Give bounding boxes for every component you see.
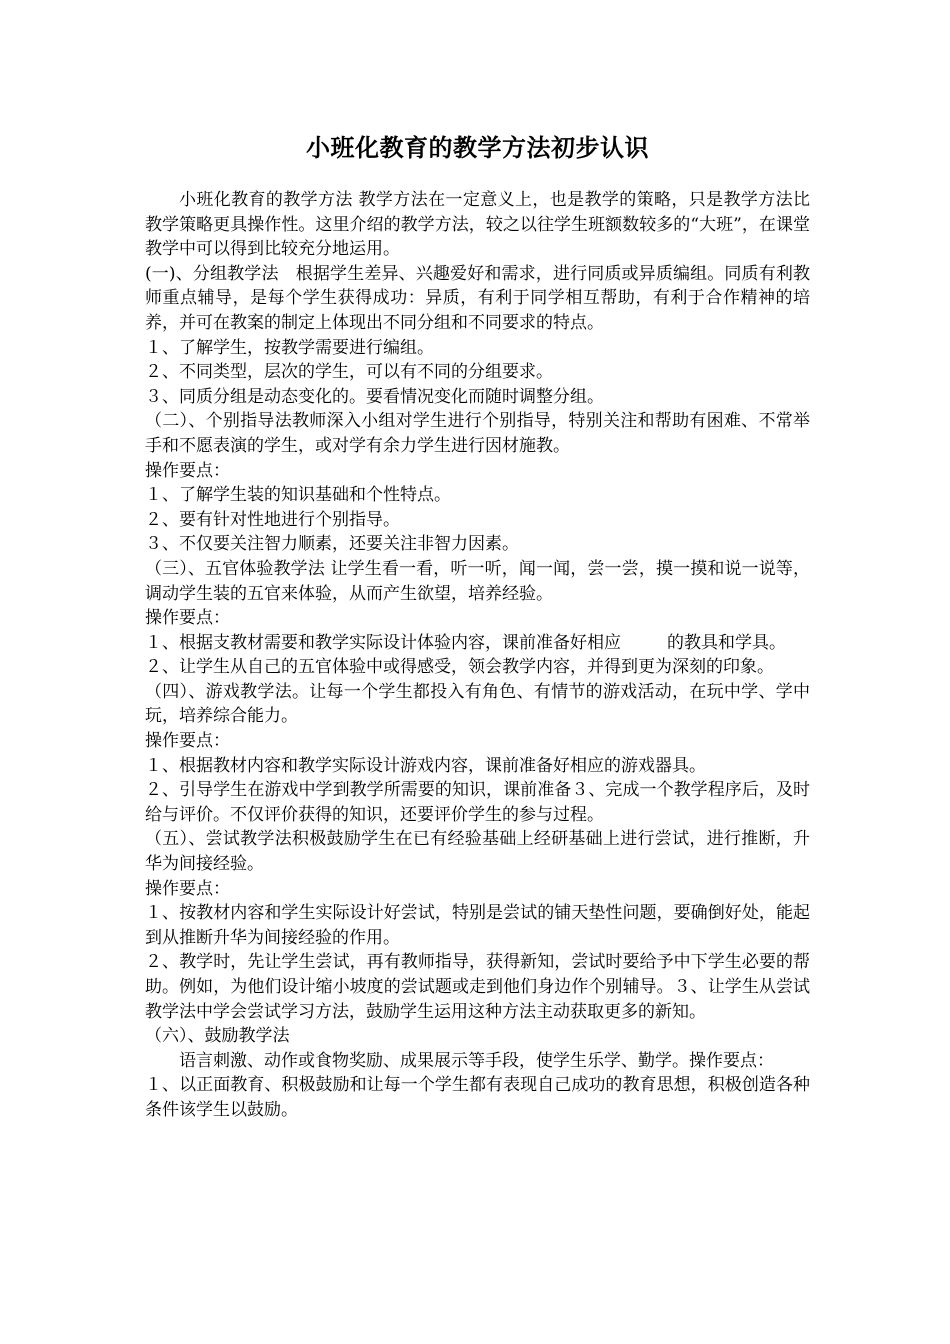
- section-5-point-2: ２、教学时，先让学生尝试，再有教师指导，获得新知，尝试时要给予中下学生必要的帮助。例如，为他们设计缩小坡度的尝试题或走到他们身边作个别辅导。３、让学生从尝试教学法中学会尝试学习方法，鼓励学生运用这种方法主动获取更多的新知。: [145, 952, 810, 1022]
- section-1-point-3: ３、同质分组是动态变化的。要看情况变化而随时调整分组。: [145, 386, 604, 407]
- section-2-point-1: １、了解学生装的知识基础和个性特点。: [145, 485, 451, 506]
- section-3-point-2: ２、让学生从自己的五官体验中或得感受，领会教学内容，并得到更为深刻的印象。: [145, 657, 774, 678]
- document-page: [145, 130, 810, 1123]
- section-3-heading-paragraph: （三）、五官体验教学法 让学生看一看，听一听，闻一闻，尝一尝，摸一摸和说一说等，调动学生装的五官来体验，从而产生欲望，培养经验。: [145, 558, 810, 604]
- section-3-point-1: [145, 631, 810, 656]
- section-6-description: 语言刺激、动作或食物奖励、成果展示等手段，使学生乐学、勤学。操作要点：: [179, 1050, 774, 1071]
- section-2-point-2: ２、要有针对性地进行个别指导。: [145, 509, 400, 530]
- section-3-point-1-part-b: 的教具和学具。: [667, 632, 786, 653]
- section-4-point-2: ２、引导学生在游戏中学到教学所需要的知识，课前准备３、完成一个教学程序后，及时给与评价。不仅评价获得的知识，还要评价学生的参与过程。: [145, 780, 810, 825]
- section-2-heading-paragraph: （二）、个别指导法教师深入小组对学生进行个别指导，特别关注和帮助有困难、不常举手和不愿表演的学生，或对学有余力学生进行因材施教。: [145, 411, 810, 456]
- section-2-point-3: ３、不仅要关注智力顺素，还要关注非智力因素。: [145, 534, 519, 555]
- section-6-point-1: １、以正面教育、积极鼓励和让每一个学生都有表现自己成功的教育思想，积极创造各种条件该学生以鼓励。: [145, 1075, 810, 1120]
- section-4-point-1: １、根据教材内容和教学实际设计游戏内容，课前准备好相应的游戏器具。: [145, 755, 706, 776]
- section-5-point-1: １、按教材内容和学生实际设计好尝试，特别是尝试的铺天垫性问题，要确倒好处，能起到从推断升华为间接经验的作用。: [145, 903, 810, 948]
- section-5-operation-label: 操作要点：: [145, 878, 230, 899]
- section-4-operation-label: 操作要点：: [145, 731, 230, 752]
- section-5-heading-paragraph: （五）、尝试教学法积极鼓励学生在已有经验基础上经研基础上进行尝试，进行推断，升华为间接经验。: [145, 829, 810, 875]
- section-2-operation-label: 操作要点：: [145, 460, 230, 481]
- section-1-point-1: １、了解学生，按教学需要进行编组。: [145, 337, 434, 358]
- section-1-heading-paragraph: (一)、分组教学法 根据学生差异、兴趣爱好和需求，进行同质或异质编组。同质有利教师重点辅导，是每个学生获得成功：异质，有利于同学相互帮助，有利于合作精神的培养，并可在教案的制定上体现出不同分组和不同要求的特点。: [145, 263, 810, 333]
- paragraph-intro: 小班化教育的教学方法 教学方法在一定意义上，也是教学的策略，只是教学方法比教学策略更具操作性。这里介绍的教学方法，较之以往学生班额数较多的“大班”，在课堂教学中可以得到比较充分地运用。: [145, 190, 810, 260]
- section-6-heading: （六）、鼓励教学法: [145, 1026, 290, 1047]
- document-title: 小班化教育的教学方法初步认识: [306, 133, 649, 162]
- section-3-point-1-part-a: １、根据支教材需要和教学实际设计体验内容，课前准备好相应: [145, 632, 621, 653]
- section-3-operation-label: 操作要点：: [145, 608, 230, 629]
- section-4-heading-paragraph: （四）、游戏教学法。让每一个学生都投入有角色、有情节的游戏活动，在玩中学、学中玩，培养综合能力。: [145, 681, 810, 727]
- section-1-point-2: ２、不同类型，层次的学生，可以有不同的分组要求。: [145, 362, 553, 383]
